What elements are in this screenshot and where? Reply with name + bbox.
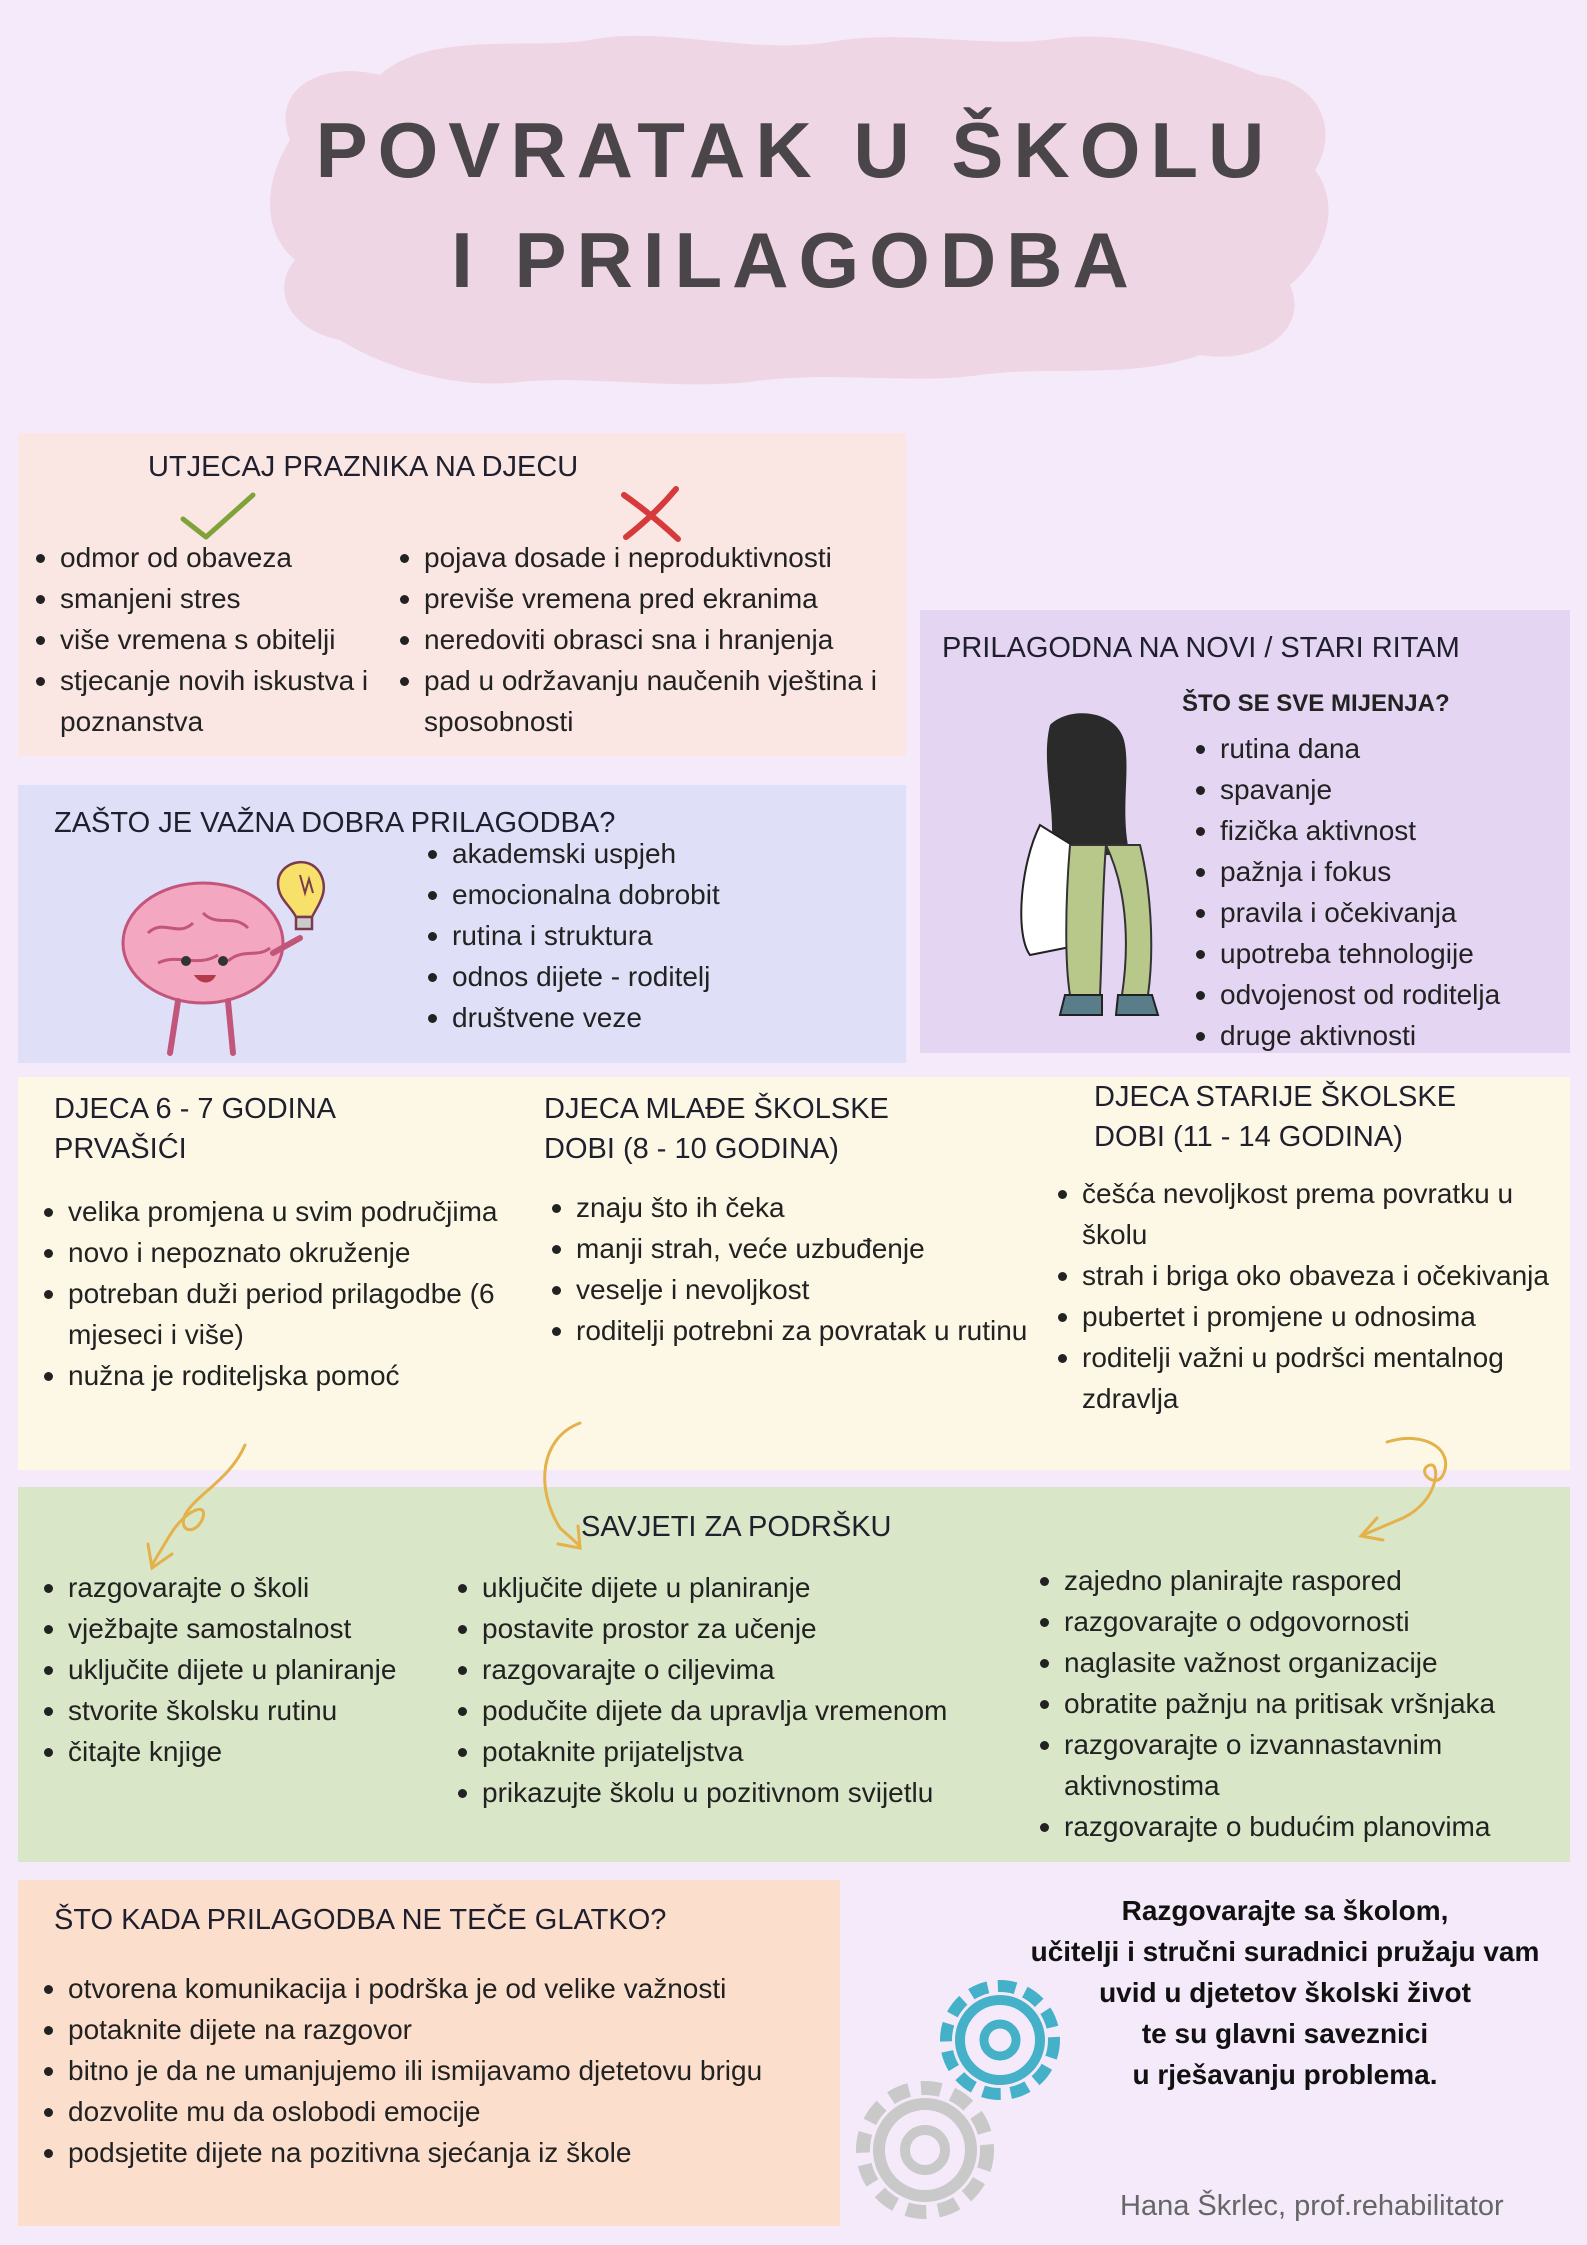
closing-line: u rješavanju problema. xyxy=(1132,2059,1438,2090)
list-item: strah i briga oko obaveza i očekivanja xyxy=(1052,1255,1562,1296)
list-item: spavanje xyxy=(1190,769,1560,810)
author-credit: Hana Škrlec, prof.rehabilitator xyxy=(1120,2190,1504,2222)
list-item: nužna je roditeljska pomoć xyxy=(38,1355,548,1396)
closing-message xyxy=(990,1890,1580,2095)
trouble-heading: ŠTO KADA PRILAGODBA NE TEČE GLATKO? xyxy=(54,1904,667,1936)
list-item: odmor od obaveza xyxy=(30,537,390,578)
holidays-negative-list xyxy=(394,537,899,742)
check-icon xyxy=(178,491,258,541)
list-item: akademski uspjeh xyxy=(422,833,892,874)
closing-line: učitelji i stručni suradnici pružaju vam xyxy=(1030,1936,1540,1967)
list-item: uključite dijete u planiranje xyxy=(38,1649,468,1690)
age-group-1-list xyxy=(38,1191,548,1396)
list-item: pubertet i promjene u odnosima xyxy=(1052,1296,1562,1337)
list-item: novo i nepoznato okruženje xyxy=(38,1232,548,1273)
list-item: naglasite važnost organizacije xyxy=(1034,1642,1564,1683)
list-item: smanjeni stres xyxy=(30,578,390,619)
list-item: društvene veze xyxy=(422,997,892,1038)
list-item: emocionalna dobrobit xyxy=(422,874,892,915)
list-item: bitno je da ne umanjujemo ili ismijavamo djetetovu brigu xyxy=(38,2050,828,2091)
list-item: uključite dijete u planiranje xyxy=(452,1567,1032,1608)
list-item: prikazujte školu u pozitivnom svijetlu xyxy=(452,1772,1032,1813)
list-item: odvojenost od roditelja xyxy=(1190,974,1560,1015)
trouble-panel xyxy=(18,1880,840,2226)
sad-girl-illustration-icon xyxy=(1010,705,1170,1025)
list-item: neredoviti obrasci sna i hranjenja xyxy=(394,619,899,660)
list-item: potreban duži period prilagodbe (6 mjeseci i više) xyxy=(38,1273,548,1355)
arrow-to-tips-right-icon xyxy=(1355,1430,1475,1550)
list-item: previše vremena pred ekranima xyxy=(394,578,899,619)
list-item: rutina dana xyxy=(1190,728,1560,769)
list-item: zajedno planirajte raspored xyxy=(1034,1560,1564,1601)
list-item: čitajte knjige xyxy=(38,1731,468,1772)
rhythm-heading: PRILAGODNA NA NOVI / STARI RITAM xyxy=(942,632,1460,664)
importance-panel xyxy=(18,785,906,1063)
list-item: razgovarajte o izvannastavnim aktivnostima xyxy=(1034,1724,1564,1806)
list-item: razgovarajte o školi xyxy=(38,1567,468,1608)
age-group-3-list xyxy=(1052,1173,1562,1419)
age-group-2-heading: DJECA MLAĐE ŠKOLSKE DOBI (8 - 10 GODINA) xyxy=(544,1093,889,1165)
list-item: znaju što ih čeka xyxy=(546,1187,1046,1228)
cross-icon xyxy=(616,485,686,543)
arrow-to-tips-middle-icon xyxy=(520,1418,620,1558)
list-item: pad u održavanju naučenih vještina i sposobnosti xyxy=(394,660,899,742)
list-item: stjecanje novih iskustva i poznanstva xyxy=(30,660,390,742)
holidays-heading: UTJECAJ PRAZNIKA NA DJECU xyxy=(148,451,579,483)
holidays-positive-list xyxy=(30,537,390,742)
closing-line: Razgovarajte sa školom, xyxy=(1121,1895,1449,1926)
brain-with-lightbulb-icon xyxy=(108,843,368,1063)
list-item: češća nevoljkost prema povratku u školu xyxy=(1052,1173,1562,1255)
list-item: fizička aktivnost xyxy=(1190,810,1560,851)
closing-line: uvid u djetetov školski život xyxy=(1099,1977,1471,2008)
list-item: postavite prostor za učenje xyxy=(452,1608,1032,1649)
list-item: upotreba tehnologije xyxy=(1190,933,1560,974)
tips-col-2-list xyxy=(452,1567,1032,1813)
tips-heading: SAVJETI ZA PODRŠKU xyxy=(581,1511,892,1543)
list-item: vježbajte samostalnost xyxy=(38,1608,468,1649)
list-item: druge aktivnosti xyxy=(1190,1015,1560,1056)
list-item: veselje i nevoljkost xyxy=(546,1269,1046,1310)
importance-heading: ZAŠTO JE VAŽNA DOBRA PRILAGODBA? xyxy=(54,807,616,839)
list-item: dozvolite mu da oslobodi emocije xyxy=(38,2091,828,2132)
age-groups-panel xyxy=(18,1077,1570,1470)
list-item: razgovarajte o odgovornosti xyxy=(1034,1601,1564,1642)
list-item: podučite dijete da upravlja vremenom xyxy=(452,1690,1032,1731)
tips-col-3-list xyxy=(1034,1560,1564,1847)
list-item: pažnja i fokus xyxy=(1190,851,1560,892)
list-item: podsjetite dijete na pozitivna sjećanja iz škole xyxy=(38,2132,828,2173)
list-item: razgovarajte o budućim planovima xyxy=(1034,1806,1564,1847)
list-item: stvorite školsku rutinu xyxy=(38,1690,468,1731)
age-group-3-heading: DJECA STARIJE ŠKOLSKE DOBI (11 - 14 GODINA) xyxy=(1094,1081,1457,1153)
closing-line: te su glavni saveznici xyxy=(1141,2018,1429,2049)
holidays-panel xyxy=(18,433,906,756)
list-item: obratite pažnju na pritisak vršnjaka xyxy=(1034,1683,1564,1724)
list-item: potaknite prijateljstva xyxy=(452,1731,1032,1772)
page-title-line-1: POVRATAK U ŠKOLU xyxy=(315,106,1275,194)
rhythm-subheading: ŠTO SE SVE MIJENJA? xyxy=(1182,690,1450,717)
list-item: velika promjena u svim područjima xyxy=(38,1191,548,1232)
trouble-list xyxy=(38,1968,828,2173)
arrow-to-tips-left-icon xyxy=(140,1440,260,1580)
page-title-line-2: I PRILAGODBA xyxy=(451,216,1139,304)
rhythm-list xyxy=(1190,728,1560,1056)
list-item: potaknite dijete na razgovor xyxy=(38,2009,828,2050)
list-item: roditelji važni u podršci mentalnog zdravlja xyxy=(1052,1337,1562,1419)
list-item: roditelji potrebni za povratak u rutinu xyxy=(546,1310,1046,1351)
list-item: razgovarajte o ciljevima xyxy=(452,1649,1032,1690)
list-item: manji strah, veće uzbuđenje xyxy=(546,1228,1046,1269)
list-item: rutina i struktura xyxy=(422,915,892,956)
list-item: pojava dosade i neproduktivnosti xyxy=(394,537,899,578)
age-group-1-heading: DJECA 6 - 7 GODINA PRVAŠIĆI xyxy=(54,1093,335,1165)
list-item: pravila i očekivanja xyxy=(1190,892,1560,933)
list-item: više vremena s obitelji xyxy=(30,619,390,660)
age-group-2-list xyxy=(546,1187,1046,1351)
importance-list xyxy=(422,833,892,1038)
rhythm-panel xyxy=(920,610,1570,1053)
list-item: odnos dijete - roditelj xyxy=(422,956,892,997)
tips-col-1-list xyxy=(38,1567,468,1772)
list-item: otvorena komunikacija i podrška je od velike važnosti xyxy=(38,1968,828,2009)
